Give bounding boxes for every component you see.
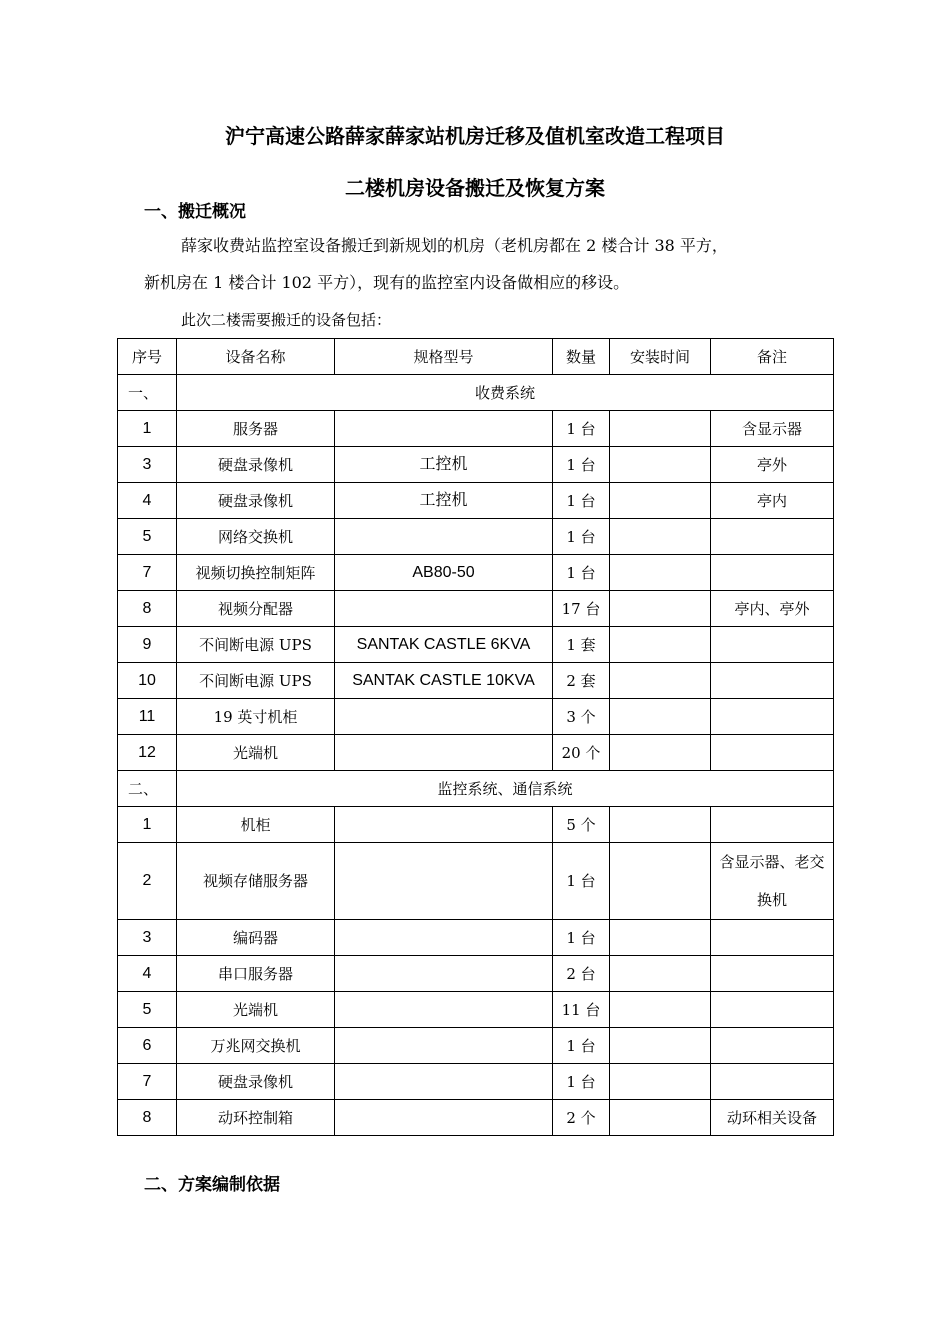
cell-no: 10: [118, 663, 177, 699]
cell-name: 服务器: [177, 411, 335, 447]
cell-model: 工控机: [335, 447, 553, 483]
table-row: [118, 807, 834, 843]
cell-quantity: 1 台: [553, 411, 610, 447]
cell-no: 3: [118, 920, 177, 956]
cell-quantity: 1 台: [553, 843, 610, 920]
table-row: [118, 627, 834, 663]
table-row: [118, 843, 834, 920]
header-cell-quantity: 数量: [553, 339, 610, 375]
cell-no: 5: [118, 519, 177, 555]
group-number: 一、: [118, 375, 177, 411]
cell-install-time: [610, 519, 711, 555]
cell-install-time: [610, 1100, 711, 1136]
header-cell-remarks: 备注: [711, 339, 834, 375]
cell-model: [335, 1100, 553, 1136]
cell-install-time: [610, 483, 711, 519]
cell-no: 7: [118, 555, 177, 591]
cell-model: [335, 699, 553, 735]
cell-no: 6: [118, 1028, 177, 1064]
cell-install-time: [610, 956, 711, 992]
cell-install-time: [610, 843, 711, 920]
cell-no: 7: [118, 1064, 177, 1100]
header-cell-name: 设备名称: [177, 339, 335, 375]
table-row: [118, 411, 834, 447]
cell-quantity: 3 个: [553, 699, 610, 735]
cell-name: 19 英寸机柜: [177, 699, 335, 735]
cell-quantity: 1 台: [553, 555, 610, 591]
cell-no: 11: [118, 699, 177, 735]
cell-quantity: 1 台: [553, 483, 610, 519]
table-row: [118, 920, 834, 956]
cell-install-time: [610, 992, 711, 1028]
cell-quantity: 5 个: [553, 807, 610, 843]
cell-name: 动环控制箱: [177, 1100, 335, 1136]
cell-quantity: 1 台: [553, 1064, 610, 1100]
cell-no: 3: [118, 447, 177, 483]
cell-name: 编码器: [177, 920, 335, 956]
cell-remarks: 动环相关设备: [711, 1100, 834, 1136]
cell-name: 机柜: [177, 807, 335, 843]
cell-install-time: [610, 807, 711, 843]
cell-name: 不间断电源 UPS: [177, 663, 335, 699]
cell-model: [335, 591, 553, 627]
document-subtitle: 二楼机房设备搬迁及恢复方案: [345, 176, 605, 200]
equipment-table: [117, 338, 834, 1136]
cell-quantity: 20 个: [553, 735, 610, 771]
cell-install-time: [610, 735, 711, 771]
table-row: [118, 519, 834, 555]
cell-install-time: [610, 1064, 711, 1100]
cell-no: 4: [118, 956, 177, 992]
group-number: 二、: [118, 771, 177, 807]
paragraph-overview-line-1: 薛家收费站监控室设备搬迁到新规划的机房（老机房都在 2 楼合计 38 平方，: [181, 236, 728, 255]
cell-install-time: [610, 663, 711, 699]
cell-no: 8: [118, 1100, 177, 1136]
cell-model: [335, 411, 553, 447]
table-group-row: [118, 375, 834, 411]
cell-remarks: 含显示器: [711, 411, 834, 447]
cell-install-time: [610, 447, 711, 483]
cell-remarks: 亭内: [711, 483, 834, 519]
cell-quantity: 2 套: [553, 663, 610, 699]
cell-remarks: 亭内、亭外: [711, 591, 834, 627]
cell-remarks: [711, 807, 834, 843]
cell-model: [335, 519, 553, 555]
cell-no: 8: [118, 591, 177, 627]
table-row: [118, 483, 834, 519]
cell-quantity: 11 台: [553, 992, 610, 1028]
cell-quantity: 2 台: [553, 956, 610, 992]
cell-no: 5: [118, 992, 177, 1028]
cell-quantity: 1 台: [553, 1028, 610, 1064]
cell-install-time: [610, 591, 711, 627]
cell-remarks: [711, 699, 834, 735]
table-row: [118, 956, 834, 992]
cell-remarks: [711, 663, 834, 699]
cell-name: 硬盘录像机: [177, 1064, 335, 1100]
cell-model: [335, 1064, 553, 1100]
cell-model: SANTAK CASTLE 10KVA: [335, 663, 553, 699]
cell-model: [335, 956, 553, 992]
cell-install-time: [610, 555, 711, 591]
header-cell-no: 序号: [118, 339, 177, 375]
cell-no: 12: [118, 735, 177, 771]
cell-quantity: 1 台: [553, 519, 610, 555]
header-cell-model: 规格型号: [335, 339, 553, 375]
paragraph-equipment-intro: 此次二楼需要搬迁的设备包括：: [181, 311, 392, 329]
cell-install-time: [610, 627, 711, 663]
table-row: [118, 663, 834, 699]
cell-install-time: [610, 699, 711, 735]
cell-quantity: 17 台: [553, 591, 610, 627]
equipment-table-body: [118, 339, 834, 1136]
cell-model: [335, 920, 553, 956]
cell-no: 4: [118, 483, 177, 519]
cell-remarks: [711, 735, 834, 771]
table-row: [118, 447, 834, 483]
cell-name: 硬盘录像机: [177, 483, 335, 519]
cell-install-time: [610, 920, 711, 956]
cell-install-time: [610, 1028, 711, 1064]
cell-model: SANTAK CASTLE 6KVA: [335, 627, 553, 663]
cell-quantity: 1 套: [553, 627, 610, 663]
cell-quantity: 2 个: [553, 1100, 610, 1136]
document-title: 沪宁高速公路薛家薛家站机房迁移及值机室改造工程项目: [225, 124, 725, 148]
section-heading-plan-basis: 二、方案编制依据: [144, 1175, 280, 1195]
cell-remarks: 含显示器、老交换机: [711, 843, 834, 920]
cell-remarks: [711, 1064, 834, 1100]
cell-remarks: 亭外: [711, 447, 834, 483]
group-title: 监控系统、通信系统: [177, 771, 834, 807]
cell-name: 网络交换机: [177, 519, 335, 555]
cell-remarks: [711, 992, 834, 1028]
cell-name: 视频存储服务器: [177, 843, 335, 920]
table-row: [118, 1100, 834, 1136]
table-row: [118, 735, 834, 771]
cell-quantity: 1 台: [553, 920, 610, 956]
cell-model: [335, 735, 553, 771]
table-row: [118, 591, 834, 627]
cell-remarks: [711, 627, 834, 663]
cell-no: 2: [118, 843, 177, 920]
cell-name: 万兆网交换机: [177, 1028, 335, 1064]
cell-model: [335, 1028, 553, 1064]
cell-remarks: [711, 555, 834, 591]
table-row: [118, 1064, 834, 1100]
table-row: [118, 699, 834, 735]
cell-name: 光端机: [177, 735, 335, 771]
cell-name: 视频分配器: [177, 591, 335, 627]
cell-model: 工控机: [335, 483, 553, 519]
cell-name: 硬盘录像机: [177, 447, 335, 483]
header-cell-install-time: 安装时间: [610, 339, 711, 375]
cell-remarks: [711, 956, 834, 992]
cell-model: AB80-50: [335, 555, 553, 591]
cell-name: 不间断电源 UPS: [177, 627, 335, 663]
cell-quantity: 1 台: [553, 447, 610, 483]
cell-remarks: [711, 920, 834, 956]
cell-name: 光端机: [177, 992, 335, 1028]
cell-install-time: [610, 411, 711, 447]
cell-no: 1: [118, 807, 177, 843]
cell-model: [335, 843, 553, 920]
cell-model: [335, 807, 553, 843]
cell-name: 串口服务器: [177, 956, 335, 992]
cell-model: [335, 992, 553, 1028]
table-row: [118, 992, 834, 1028]
cell-no: 1: [118, 411, 177, 447]
table-row: [118, 555, 834, 591]
table-row: [118, 1028, 834, 1064]
cell-remarks: [711, 519, 834, 555]
cell-name: 视频切换控制矩阵: [177, 555, 335, 591]
section-heading-relocation-overview: 一、搬迁概况: [144, 202, 246, 222]
table-header-row: [118, 339, 834, 375]
cell-no: 9: [118, 627, 177, 663]
cell-remarks: [711, 1028, 834, 1064]
paragraph-overview-line-2: 新机房在 1 楼合计 102 平方），现有的监控室内设备做相应的移设。: [144, 273, 630, 292]
group-title: 收费系统: [177, 375, 834, 411]
table-group-row: [118, 771, 834, 807]
